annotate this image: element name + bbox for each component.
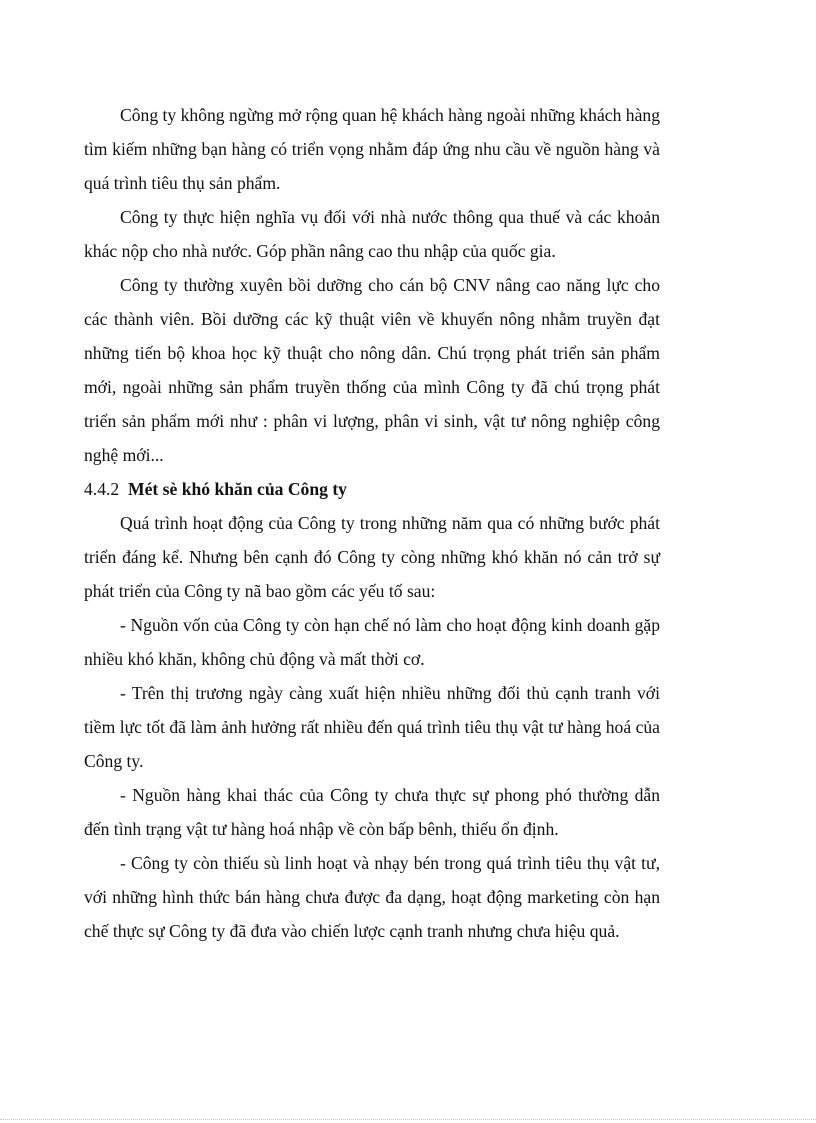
paragraph-flexibility: - Công ty còn thiếu sù linh hoạt và nhạy bén trong quá trình tiêu thụ vật tư, với những hình thức bán hàng chưa được đa dạng, hoạt động marketing còn hạn chế thực sự Công ty đã đưa vào chiến lược cạnh tranh nhưng chưa hiệu quả. bbox=[84, 853, 660, 941]
paragraph-customer-relations: Công ty không ngừng mở rộng quan hệ khách hàng ngoài những khách hàng tìm kiếm những bạn hàng có triển vọng nhằm đáp ứng nhu cầu về nguồn hàng và quá trình tiêu thụ sản phẩm. bbox=[84, 105, 660, 193]
section-heading bbox=[84, 472, 660, 506]
document-body bbox=[84, 98, 660, 948]
paragraph-staff-training: Công ty thường xuyên bồi dưỡng cho cán bộ CNV nâng cao năng lực cho các thành viên. Bồi dưỡng các kỹ thuật viên về khuyến nông nhằm truyền đạt những tiến bộ khoa học kỹ thuật cho nông dân. Chú trọng phát triển sản phẩm mới, ngoài những sản phẩm truyền thống của mình Công ty đã chú trọng phát triển sản phẩm mới như : phân vi lượng, phân vi sinh, vật tư nông nghiệp công nghệ mới... bbox=[84, 275, 660, 465]
paragraph-difficulties-intro: Quá trình hoạt động của Công ty trong những năm qua có những bước phát triển đáng kể. Nhưng bên cạnh đó Công ty còng những khó khăn nó cản trở sự phát triển của Công ty nã bao gồm các yếu tố sau: bbox=[84, 513, 660, 601]
paragraph-state-obligations: Công ty thực hiện nghĩa vụ đối với nhà nước thông qua thuế và các khoản khác nộp cho nhà nước. Góp phần nâng cao thu nhập của quốc gia. bbox=[84, 207, 660, 261]
paragraph-supply-sources: - Nguồn hàng khai thác của Công ty chưa thực sự phong phó thường dẫn đến tình trạng vật tư hàng hoá nhập về còn bấp bênh, thiếu ổn định. bbox=[84, 785, 660, 839]
section-title: Mét sè khó khăn của Công ty bbox=[128, 479, 347, 499]
page-bottom-border bbox=[0, 1119, 816, 1120]
paragraph-competitors: - Trên thị trương ngày càng xuất hiện nhiều những đối thủ cạnh tranh với tiềm lực tốt đã làm ảnh hưởng rất nhiều đến quá trình tiêu thụ vật tư hàng hoá của Công ty. bbox=[84, 683, 660, 771]
section-number: 4.4.2 bbox=[84, 479, 120, 499]
paragraph-capital-limits: - Nguồn vốn của Công ty còn hạn chế nó làm cho hoạt động kinh doanh gặp nhiều khó khăn, không chủ động và mất thời cơ. bbox=[84, 615, 660, 669]
